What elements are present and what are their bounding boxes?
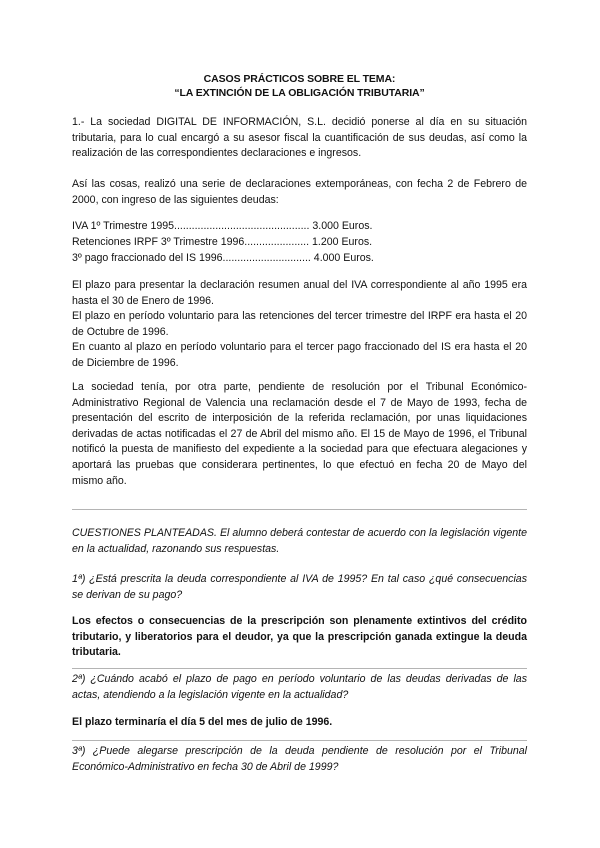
debt-row — [72, 218, 527, 234]
document-title-line2: “LA EXTINCIÓN DE LA OBLIGACIÓN TRIBUTARIA” — [174, 87, 425, 99]
document-title-line1: CASOS PRÁCTICOS SOBRE EL TEMA: — [203, 73, 396, 85]
questions-intro: CUESTIONES PLANTEADAS. El alumno deberá contestar de acuerdo con la legislación vigente en la actualidad, razonando sus respuestas. — [72, 527, 527, 555]
debt-leader: ...................... — [244, 236, 310, 248]
debt-amount: 1.200 Euros. — [312, 236, 373, 248]
deadline-is-paragraph: En cuanto al plazo en período voluntario para el tercer pago fraccionado del IS era hasta el 20 de Diciembre de 1996. — [72, 341, 527, 369]
debt-label: IVA 1º Trimestre 1995 — [72, 220, 175, 232]
answer-1: Los efectos o consecuencias de la prescripción son plenamente extintivos del crédito tributario, y liberatorios para el deudor, ya que la prescripción ganada extingue la deuda tributaria. — [72, 615, 527, 659]
deadline-iva-paragraph: El plazo para presentar la declaración resumen anual del IVA correspondiente al año 1995 era hasta el 30 de Enero de 1996. — [72, 279, 527, 307]
debt-row — [72, 234, 527, 250]
debts-list — [72, 218, 527, 266]
answer-divider — [72, 740, 527, 741]
deadline-irpf-paragraph: El plazo en período voluntario para las retenciones del tercer trimestre del IRPF era hasta el 20 de Octubre de 1996. — [72, 310, 527, 338]
answer-divider — [72, 668, 527, 669]
debt-amount: 4.000 Euros. — [313, 252, 374, 264]
question-1: 1ª) ¿Está prescrita la deuda correspondiente al IVA de 1995? En tal caso ¿qué consecuencias se derivan de su pago? — [72, 573, 527, 601]
case-paragraph-tribunal: La sociedad tenía, por otra parte, pendiente de resolución por el Tribunal Económico-Administrativo Regional de Valencia una reclamación desde el 7 de Mayo de 1993, fecha de presentación del escrito de interposición de la referida reclamación, por unas liquidaciones derivadas de actas notificadas el 27 de Abril del mismo año. El 15 de Mayo de 1996, el Tribunal notificó la puesta de manifiesto del expediente a la sociedad para que efectuara alegaciones y aportará las pruebas que considerara pertinentes, lo que efectuó en fecha 20 de Mayo del mismo año. — [72, 381, 527, 487]
debt-leader: .............................................. — [174, 220, 310, 232]
debt-amount: 3.000 Euros. — [312, 220, 373, 232]
debt-row — [72, 250, 527, 266]
case-paragraph-1: 1.- La sociedad DIGITAL DE INFORMACIÓN, S.L. decidió ponerse al día en su situación tributaria, para lo cual encargó a su asesor fiscal la cuantificación de sus deudas, así como la realización de las correspondientes declaraciones e ingresos. — [72, 116, 527, 160]
debt-leader: .............................. — [222, 252, 311, 264]
section-divider — [72, 509, 527, 510]
debt-label: Retenciones IRPF 3º Trimestre 1996 — [72, 236, 245, 248]
question-3: 3ª) ¿Puede alegarse prescripción de la deuda pendiente de resolución por el Tribunal Económico-Administrativo en fecha 30 de Abril de 1999? — [72, 745, 527, 773]
answer-2: El plazo terminaría el día 5 del mes de julio de 1996. — [72, 716, 333, 728]
question-2: 2ª) ¿Cuándo acabó el plazo de pago en período voluntario de las deudas derivadas de las actas, atendiendo a la legislación vigente en la actualidad? — [72, 673, 527, 701]
debt-label: 3º pago fraccionado del IS 1996 — [72, 252, 223, 264]
case-paragraph-2: Así las cosas, realizó una serie de declaraciones extemporáneas, con fecha 2 de Febrero de 2000, con ingreso de las siguientes deudas: — [72, 178, 527, 206]
